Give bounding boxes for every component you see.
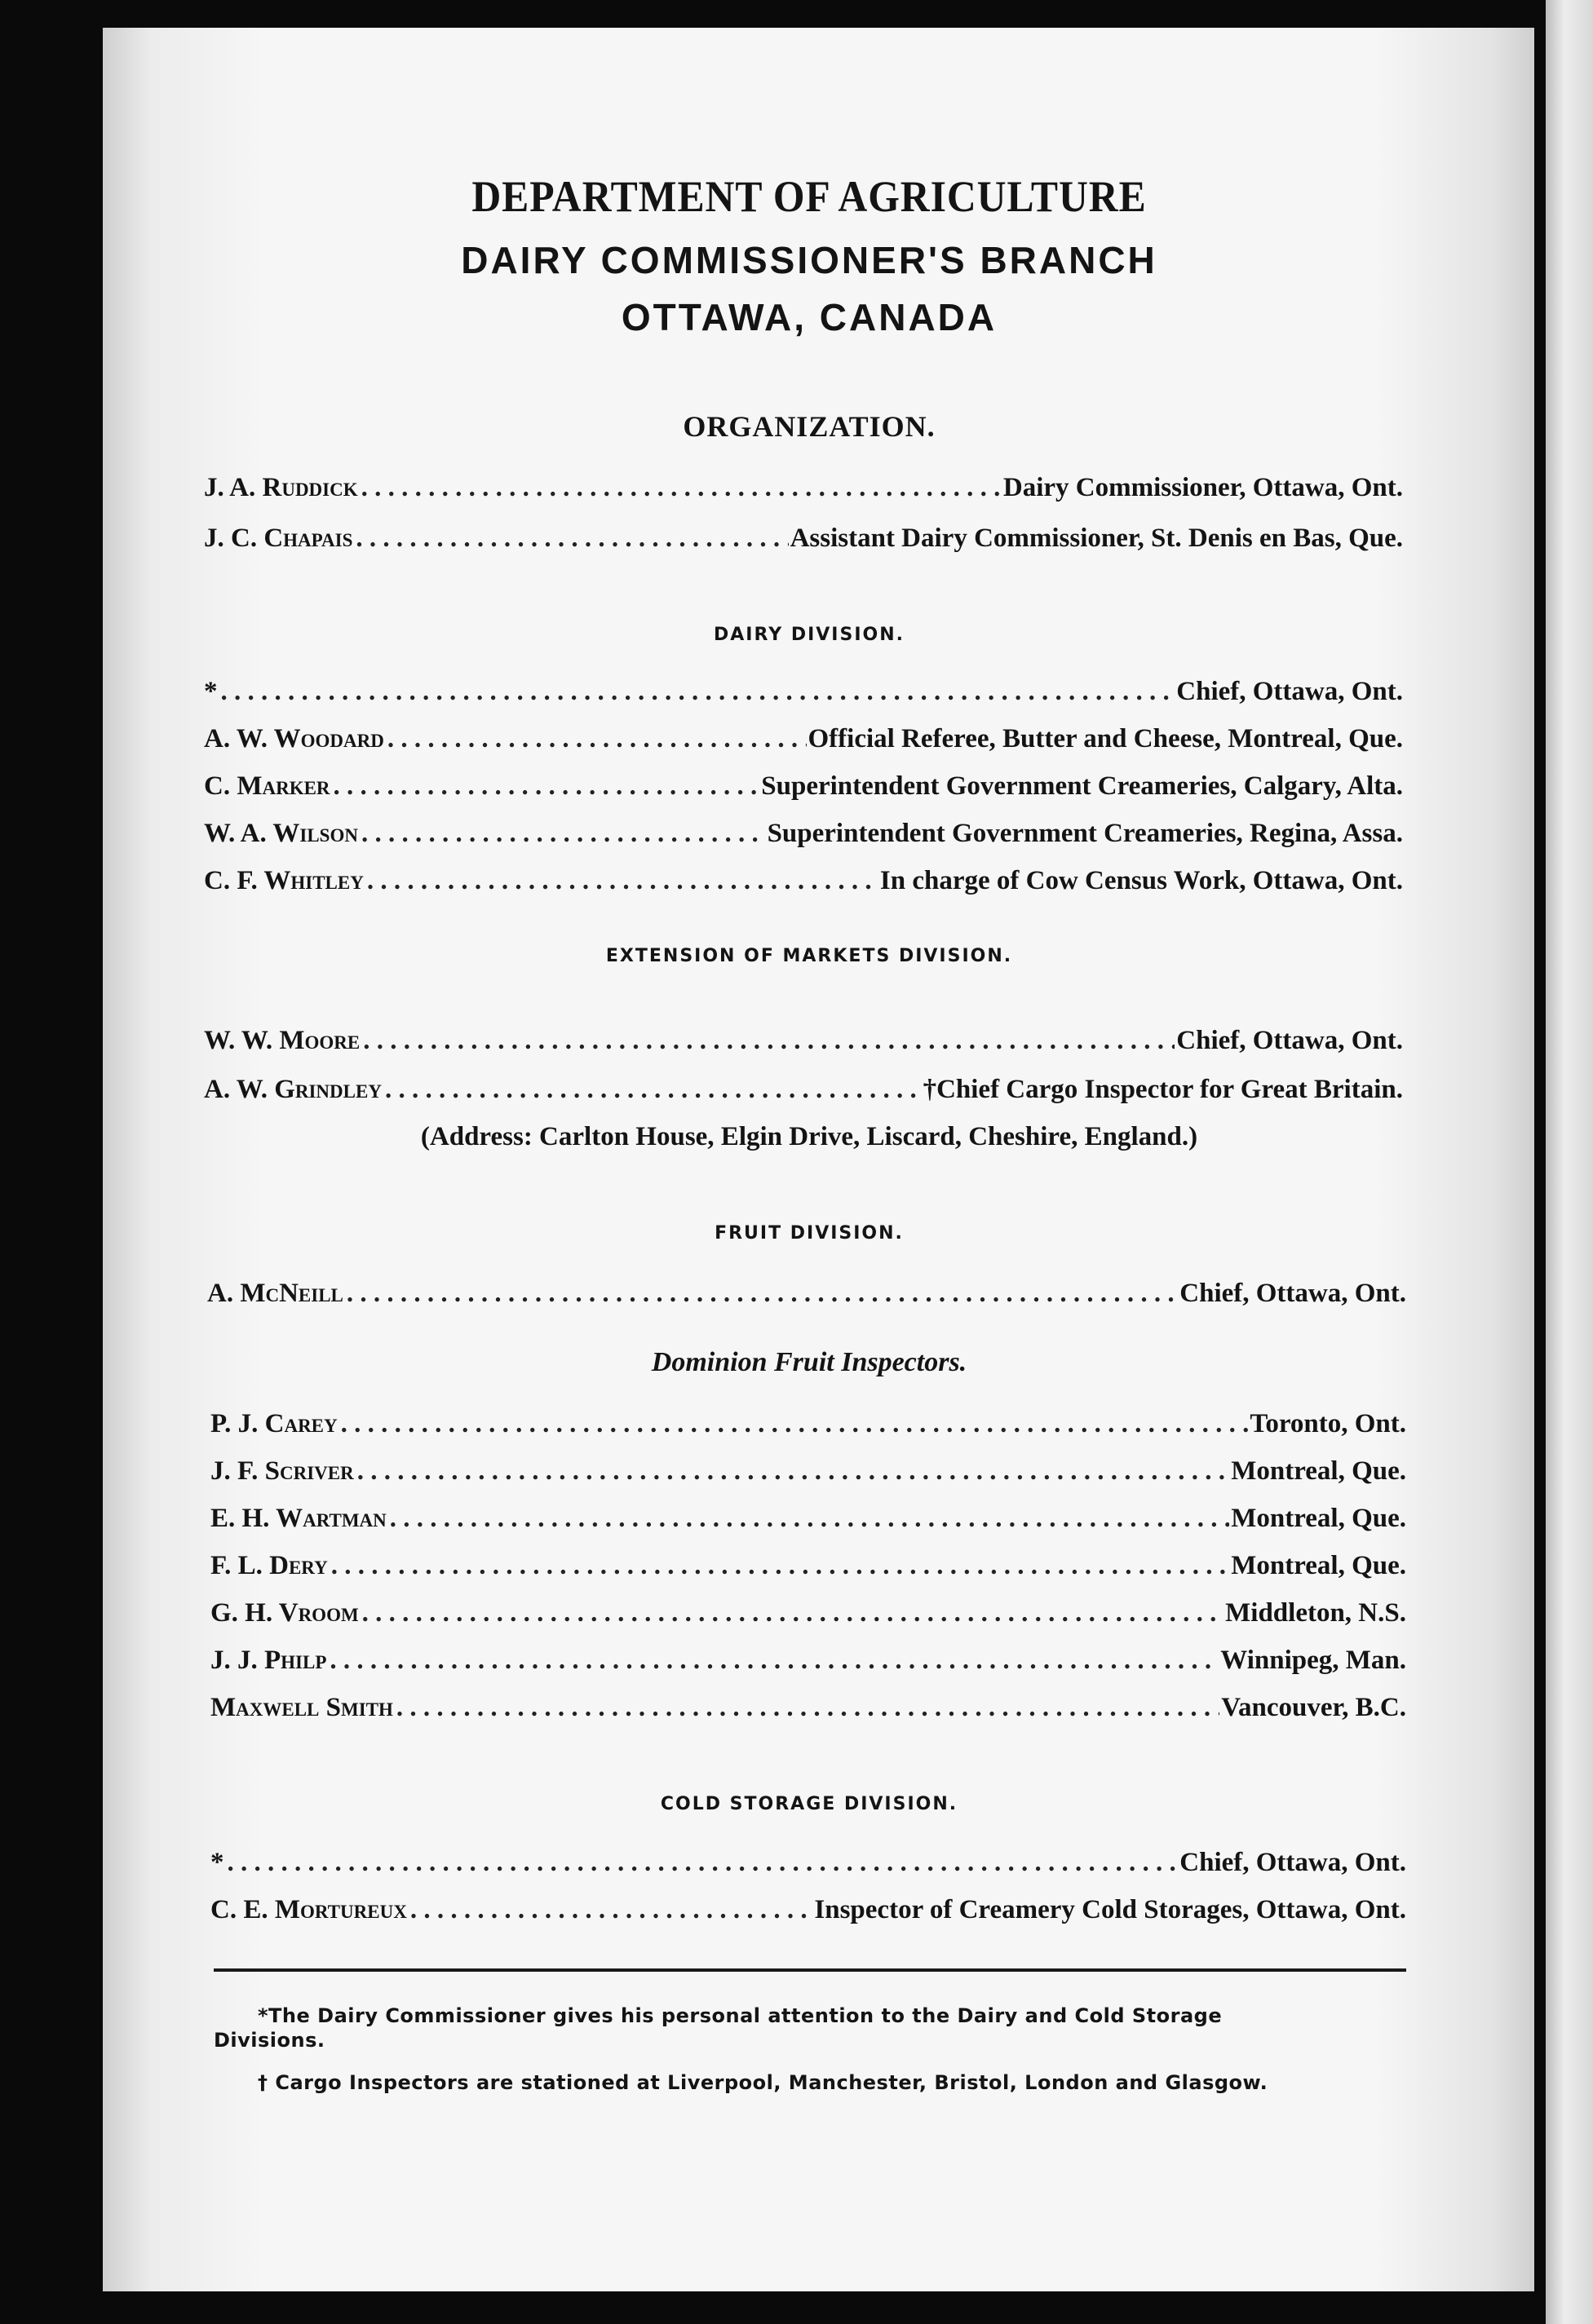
entry-title: Inspector of Creamery Cold Storages, Ottawa, Ont.: [814, 1895, 1406, 1924]
dairy-entry: [204, 724, 1403, 754]
title-location: OTTAWA, CANADA: [621, 296, 998, 338]
title-branch: DAIRY COMMISSIONER'S BRANCH: [461, 239, 1157, 281]
entry-name: E. H. Wartman: [210, 1504, 387, 1533]
dot-leader: [363, 1026, 1175, 1056]
title-department: DEPARTMENT OF AGRICULTURE: [471, 172, 1147, 221]
dairy-division-heading: DAIRY DIVISION.: [714, 625, 905, 645]
entry-name: W. W. Moore: [204, 1026, 361, 1055]
dot-leader: [367, 866, 878, 896]
entry-title: In charge of Cow Census Work, Ottawa, Ont.: [879, 866, 1403, 895]
entry-title: Chief, Ottawa, Ont.: [1179, 1279, 1406, 1308]
entry-title: Montreal, Que.: [1231, 1456, 1406, 1486]
cold-storage-entry: [210, 1848, 1406, 1878]
entry-title: Assistant Dairy Commissioner, St. Denis en Bas, Que.: [790, 524, 1403, 553]
dairy-entry: [204, 866, 1403, 896]
entry-name: A. W. Woodard: [204, 724, 384, 753]
markets-entry: [204, 1026, 1403, 1056]
inspector-entry: [210, 1693, 1406, 1723]
entry-title: Chief, Ottawa, Ont.: [1176, 677, 1403, 706]
entry-name: J. C. Chapais: [204, 524, 353, 553]
entry-name: F. L. Dery: [210, 1551, 328, 1580]
dot-leader: [385, 1075, 922, 1105]
dot-leader: [334, 771, 760, 802]
inspector-entry: [210, 1598, 1406, 1628]
inspector-entry: [210, 1456, 1406, 1487]
footnote-rule: [214, 1968, 1406, 1972]
fruit-division-heading: FRUIT DIVISION.: [715, 1223, 904, 1244]
entry-title: Chief, Ottawa, Ont.: [1179, 1848, 1406, 1877]
entry-name: C. E. Mortureux: [210, 1895, 407, 1924]
dot-leader: [357, 1456, 1230, 1487]
entry-name: C. F. Whitley: [204, 866, 364, 895]
cold-storage-entry: [210, 1895, 1406, 1925]
dot-leader: [387, 724, 807, 754]
organization-heading: ORGANIZATION.: [683, 410, 936, 443]
dot-leader: [396, 1693, 1219, 1723]
entry-name: J. F. Scriver: [210, 1456, 354, 1486]
dot-leader: [331, 1551, 1229, 1581]
entry-name: *: [204, 677, 218, 706]
markets-division-heading: EXTENSION OF MARKETS DIVISION.: [605, 946, 1013, 966]
org-entry: [204, 473, 1403, 503]
dairy-entry: [204, 677, 1403, 707]
org-entry: [204, 524, 1403, 554]
entry-name: J. A. Ruddick: [204, 473, 358, 502]
inspector-entry: [210, 1504, 1406, 1534]
dot-leader: [330, 1646, 1219, 1676]
entry-name: A. McNeill: [207, 1279, 343, 1308]
entry-name: *: [210, 1848, 224, 1877]
inspector-entry: [210, 1551, 1406, 1581]
entry-name: W. A. Wilson: [204, 819, 358, 848]
dot-leader: [390, 1504, 1229, 1534]
fruit-entry: [207, 1279, 1406, 1309]
entry-title: Montreal, Que.: [1231, 1504, 1406, 1533]
dot-leader: [410, 1895, 813, 1925]
markets-entry: [204, 1075, 1403, 1105]
footnote-1: *The Dairy Commissioner gives his personal attention to the Dairy and Cold Storage: [258, 2004, 1223, 2027]
entry-title: Official Referee, Butter and Cheese, Montreal, Que.: [808, 724, 1403, 753]
dot-leader: [361, 473, 1002, 503]
entry-title: Superintendent Government Creameries, Calgary, Alta.: [761, 771, 1403, 801]
dot-leader: [361, 819, 766, 849]
dot-leader: [228, 1848, 1179, 1878]
entry-name: P. J. Carey: [210, 1409, 338, 1438]
dot-leader: [221, 677, 1175, 707]
entry-name: A. W. Grindley: [204, 1075, 382, 1104]
entry-name: C. Marker: [204, 771, 330, 801]
entry-title: Vancouver, B.C.: [1221, 1693, 1406, 1722]
inspector-entry: [210, 1646, 1406, 1676]
entry-title: †Chief Cargo Inspector for Great Britain.: [923, 1075, 1403, 1104]
entry-name: G. H. Vroom: [210, 1598, 359, 1628]
dot-leader: [356, 524, 788, 554]
cold-storage-division-heading: COLD STORAGE DIVISION.: [660, 1794, 958, 1814]
dot-leader: [362, 1598, 1224, 1628]
inspector-entry: [210, 1409, 1406, 1439]
dot-leader: [347, 1279, 1178, 1309]
dot-leader: [341, 1409, 1249, 1439]
fruit-inspectors-subheading: Dominion Fruit Inspectors.: [651, 1347, 967, 1377]
entry-title: Superintendent Government Creameries, Regina, Assa.: [767, 819, 1403, 848]
dairy-entry: [204, 771, 1403, 802]
entry-title: Middleton, N.S.: [1225, 1598, 1406, 1628]
entry-title: Montreal, Que.: [1231, 1551, 1406, 1580]
entry-name: J. J. Philp: [210, 1646, 327, 1675]
address-line: (Address: Carlton House, Elgin Drive, Liscard, Cheshire, England.): [420, 1122, 1198, 1151]
entry-title: Toronto, Ont.: [1250, 1409, 1406, 1438]
entry-title: Winnipeg, Man.: [1220, 1646, 1406, 1675]
entry-name: Maxwell Smith: [210, 1693, 393, 1722]
footnote-1-continued: Divisions.: [214, 2029, 325, 2052]
entry-title: Chief, Ottawa, Ont.: [1176, 1026, 1403, 1055]
dairy-entry: [204, 819, 1403, 849]
footnote-2: † Cargo Inspectors are stationed at Liverpool, Manchester, Bristol, London and Glasgow.: [258, 2071, 1268, 2094]
entry-title: Dairy Commissioner, Ottawa, Ont.: [1002, 473, 1403, 502]
